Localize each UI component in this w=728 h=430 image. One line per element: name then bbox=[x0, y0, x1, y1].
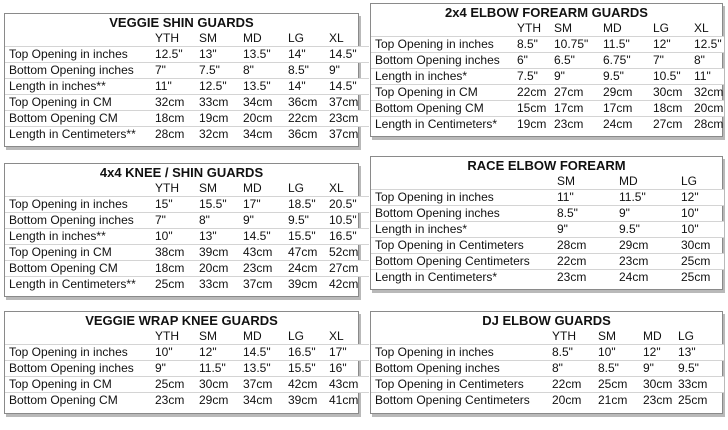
size-value-cell: 13.5" bbox=[243, 361, 288, 377]
size-value-cell: 11.5" bbox=[603, 37, 653, 53]
size-value-cell: 32cm bbox=[199, 127, 243, 143]
row-label: Top Opening in inches bbox=[5, 345, 155, 361]
table-row bbox=[371, 393, 724, 409]
size-value-cell: 11.5" bbox=[199, 361, 243, 377]
size-value-cell: 29cm bbox=[199, 393, 243, 409]
size-value-cell: 7" bbox=[653, 53, 694, 69]
table-row bbox=[371, 254, 724, 270]
size-value-cell: 37cm bbox=[243, 277, 288, 293]
row-label: Top Opening in inches bbox=[371, 37, 517, 53]
size-value-cell: 27cm bbox=[653, 117, 694, 133]
table-row bbox=[371, 85, 724, 101]
size-value-cell: 36cm bbox=[288, 127, 329, 143]
size-value-cell: 32cm bbox=[694, 85, 724, 99]
size-value-cell: 11" bbox=[557, 190, 619, 206]
size-value-cell: 14" bbox=[288, 47, 329, 63]
size-value-cell: 21cm bbox=[598, 393, 643, 409]
row-label: Bottom Opening Centimeters bbox=[371, 393, 552, 409]
size-value-cell: 17cm bbox=[603, 101, 653, 117]
table-row bbox=[5, 197, 369, 213]
row-label: Top Opening in CM bbox=[5, 245, 155, 261]
size-value-cell: 10.75" bbox=[554, 37, 603, 53]
size-value-cell: 8.5" bbox=[288, 63, 329, 79]
size-value-cell: 20cm bbox=[199, 261, 243, 277]
header-blank-cell bbox=[5, 329, 155, 345]
row-label: Bottom Opening CM bbox=[5, 393, 155, 409]
size-value-cell: 34cm bbox=[243, 95, 288, 111]
table-row bbox=[371, 69, 724, 85]
size-value-cell: 10" bbox=[155, 229, 199, 245]
header-blank-cell bbox=[371, 329, 552, 345]
size-value-cell: 29cm bbox=[603, 85, 653, 101]
size-value-cell: 37cm bbox=[329, 127, 369, 143]
size-value-cell: 12" bbox=[199, 345, 243, 361]
size-value-cell: 30cm bbox=[653, 85, 694, 101]
table-row bbox=[371, 270, 724, 286]
table-row bbox=[5, 127, 369, 143]
size-value-cell: 23cm bbox=[643, 393, 678, 409]
size-value-cell: 33cm bbox=[199, 277, 243, 293]
size-value-cell: 13.5" bbox=[243, 47, 288, 63]
row-label: Bottom Opening CM bbox=[5, 111, 155, 127]
size-table bbox=[5, 31, 369, 143]
size-value-cell: 24cm bbox=[619, 270, 681, 286]
table-row bbox=[5, 95, 369, 111]
row-label: Top Opening in inches bbox=[371, 345, 552, 361]
size-value-cell: 7.5" bbox=[199, 63, 243, 79]
size-value-cell: 11" bbox=[155, 79, 199, 95]
table-row bbox=[5, 277, 369, 293]
table-row bbox=[371, 117, 724, 133]
size-value-cell: 22cm bbox=[517, 85, 554, 101]
size-value-cell: 20cm bbox=[552, 393, 598, 409]
size-value-cell: 7.5" bbox=[517, 69, 554, 85]
header-row bbox=[5, 31, 369, 47]
size-value-cell: 12" bbox=[681, 190, 724, 206]
size-value-cell: 23cm bbox=[619, 254, 681, 270]
table-row bbox=[371, 361, 724, 377]
table-row bbox=[371, 190, 724, 206]
row-label: Bottom Opening inches bbox=[5, 361, 155, 377]
elbow-forearm-guards-panel bbox=[370, 3, 723, 137]
column-header-xl: XL bbox=[329, 181, 344, 195]
size-value-cell: 12" bbox=[643, 345, 678, 361]
column-header-sm: SM bbox=[199, 329, 217, 343]
size-value-cell: 42cm bbox=[288, 377, 329, 393]
size-value-cell: 24cm bbox=[288, 261, 329, 277]
column-header-yth: YTH bbox=[155, 181, 179, 195]
size-value-cell: 20cm bbox=[694, 101, 724, 115]
size-value-cell: 10" bbox=[598, 345, 643, 361]
row-label: Length in Centimeters** bbox=[5, 277, 155, 293]
column-header-xl: XL bbox=[329, 329, 344, 343]
size-value-cell: 43cm bbox=[243, 245, 288, 261]
size-value-cell: 13" bbox=[678, 345, 724, 361]
size-value-cell: 15.5" bbox=[199, 197, 243, 213]
size-value-cell: 37cm bbox=[243, 377, 288, 393]
size-value-cell: 39cm bbox=[288, 393, 329, 409]
size-value-cell: 27cm bbox=[329, 261, 369, 277]
row-label: Top Opening in CM bbox=[5, 95, 155, 111]
size-value-cell: 6.75" bbox=[603, 53, 653, 69]
table-row bbox=[371, 238, 724, 254]
table-title: 2x4 ELBOW FOREARM GUARDS bbox=[445, 5, 648, 20]
size-value-cell: 25cm bbox=[678, 393, 724, 409]
size-value-cell: 39cm bbox=[288, 277, 329, 293]
column-header-md: MD bbox=[643, 329, 662, 343]
size-table bbox=[371, 329, 724, 409]
header-row bbox=[5, 329, 369, 345]
size-value-cell: 32cm bbox=[155, 95, 199, 111]
row-label: Top Opening in inches bbox=[5, 197, 155, 213]
size-value-cell: 12.5" bbox=[199, 79, 243, 95]
size-value-cell: 25cm bbox=[155, 277, 199, 293]
header-row bbox=[371, 174, 724, 190]
table-row bbox=[5, 111, 369, 127]
size-value-cell: 33cm bbox=[199, 95, 243, 111]
table-row bbox=[5, 79, 369, 95]
size-value-cell: 11.5" bbox=[619, 190, 681, 206]
size-value-cell: 10.5" bbox=[329, 213, 369, 229]
size-value-cell: 13" bbox=[199, 47, 243, 63]
knee-shin-guards-panel bbox=[4, 163, 359, 297]
row-label: Bottom Opening Centimeters bbox=[371, 254, 557, 270]
table-row bbox=[371, 206, 724, 222]
table-row bbox=[5, 361, 369, 377]
size-value-cell: 28cm bbox=[155, 127, 199, 143]
size-value-cell: 8" bbox=[552, 361, 598, 377]
size-table bbox=[371, 174, 724, 286]
size-value-cell: 47cm bbox=[288, 245, 329, 261]
size-value-cell: 23cm bbox=[155, 393, 199, 409]
size-value-cell: 43cm bbox=[329, 377, 369, 393]
row-label: Length in inches* bbox=[371, 69, 517, 85]
size-value-cell: 28cm bbox=[694, 117, 724, 132]
table-row bbox=[5, 213, 369, 229]
row-label: Bottom Opening CM bbox=[371, 101, 517, 117]
size-value-cell: 9.5" bbox=[603, 69, 653, 85]
size-value-cell: 23cm bbox=[329, 111, 369, 127]
size-value-cell: 38cm bbox=[155, 245, 199, 261]
table-row bbox=[5, 63, 369, 79]
table-row bbox=[371, 53, 724, 69]
size-value-cell: 6.5" bbox=[554, 53, 603, 69]
size-value-cell: 9.5" bbox=[678, 361, 724, 377]
column-header-yth: YTH bbox=[517, 21, 541, 35]
size-table bbox=[371, 21, 724, 133]
size-value-cell: 10" bbox=[155, 345, 199, 361]
table-title: RACE ELBOW FOREARM bbox=[467, 158, 626, 173]
size-value-cell: 18cm bbox=[155, 261, 199, 277]
size-value-cell: 9.5" bbox=[619, 222, 681, 238]
row-label: Length in Centimeters* bbox=[371, 270, 557, 286]
column-header-yth: YTH bbox=[155, 31, 179, 45]
table-row bbox=[371, 37, 724, 53]
size-value-cell: 39cm bbox=[199, 245, 243, 261]
size-value-cell: 9" bbox=[554, 69, 603, 85]
size-value-cell: 23cm bbox=[243, 261, 288, 277]
table-row bbox=[5, 245, 369, 261]
column-header-md: MD bbox=[243, 329, 262, 343]
table-row bbox=[5, 393, 369, 409]
size-value-cell: 33cm bbox=[678, 377, 724, 393]
row-label: Bottom Opening inches bbox=[5, 213, 155, 229]
size-value-cell: 14.5" bbox=[329, 47, 369, 63]
table-title: VEGGIE SHIN GUARDS bbox=[109, 15, 254, 30]
size-value-cell: 16" bbox=[329, 361, 369, 377]
row-label: Bottom Opening inches bbox=[371, 53, 517, 69]
size-value-cell: 7" bbox=[155, 63, 199, 79]
size-value-cell: 17cm bbox=[554, 101, 603, 117]
table-row bbox=[5, 377, 369, 393]
row-label: Top Opening in inches bbox=[5, 47, 155, 63]
column-header-xl: XL bbox=[329, 31, 344, 45]
column-header-xl: XL bbox=[694, 21, 709, 35]
header-row bbox=[5, 181, 369, 197]
size-value-cell: 42cm bbox=[329, 277, 369, 293]
size-value-cell: 9" bbox=[619, 206, 681, 222]
size-value-cell: 13" bbox=[199, 229, 243, 245]
row-label: Top Opening in inches bbox=[371, 190, 557, 206]
row-label: Top Opening in CM bbox=[5, 377, 155, 393]
column-header-lg: LG bbox=[288, 181, 305, 195]
column-header-yth: YTH bbox=[155, 329, 179, 343]
size-value-cell: 14" bbox=[288, 79, 329, 95]
size-value-cell: 52cm bbox=[329, 245, 369, 261]
row-label: Bottom Opening inches bbox=[371, 206, 557, 222]
header-blank-cell bbox=[5, 31, 155, 47]
size-value-cell: 14.5" bbox=[243, 229, 288, 245]
header-row bbox=[371, 21, 724, 37]
size-value-cell: 15.5" bbox=[288, 229, 329, 245]
size-value-cell: 8" bbox=[199, 213, 243, 229]
size-value-cell: 15cm bbox=[517, 101, 554, 117]
size-value-cell: 12.5" bbox=[694, 37, 724, 53]
table-row bbox=[371, 101, 724, 117]
header-row bbox=[371, 329, 724, 345]
size-value-cell: 20.5" bbox=[329, 197, 369, 213]
size-value-cell: 18cm bbox=[653, 101, 694, 117]
row-label: Length in Centimeters* bbox=[371, 117, 517, 133]
column-header-sm: SM bbox=[554, 21, 572, 35]
column-header-sm: SM bbox=[199, 181, 217, 195]
row-label: Length in Centimeters** bbox=[5, 127, 155, 143]
size-value-cell: 10" bbox=[681, 222, 724, 238]
size-value-cell: 10.5" bbox=[653, 69, 694, 85]
size-value-cell: 22cm bbox=[557, 254, 619, 270]
size-value-cell: 23cm bbox=[554, 117, 603, 133]
column-header-md: MD bbox=[243, 181, 262, 195]
size-value-cell: 20cm bbox=[243, 111, 288, 127]
column-header-md: MD bbox=[603, 21, 622, 35]
header-blank-cell bbox=[5, 181, 155, 197]
size-value-cell: 18cm bbox=[155, 111, 199, 127]
row-label: Length in inches** bbox=[5, 229, 155, 245]
size-value-cell: 17" bbox=[329, 345, 369, 361]
size-value-cell: 30cm bbox=[643, 377, 678, 393]
size-value-cell: 10" bbox=[681, 206, 724, 222]
column-header-lg: LG bbox=[288, 329, 305, 343]
size-value-cell: 8" bbox=[694, 53, 724, 69]
size-value-cell: 15" bbox=[155, 197, 199, 213]
column-header-yth: YTH bbox=[552, 329, 576, 343]
size-value-cell: 9.5" bbox=[288, 213, 329, 229]
race-elbow-forearm-panel bbox=[370, 156, 723, 290]
size-value-cell: 17" bbox=[243, 197, 288, 213]
size-value-cell: 25cm bbox=[598, 377, 643, 393]
size-value-cell: 6" bbox=[517, 53, 554, 69]
size-value-cell: 27cm bbox=[554, 85, 603, 101]
row-label: Top Opening in CM bbox=[371, 85, 517, 101]
size-value-cell: 12.5" bbox=[155, 47, 199, 63]
table-row bbox=[5, 345, 369, 361]
veggie-wrap-knee-guards-panel bbox=[4, 311, 359, 414]
column-header-lg: LG bbox=[288, 31, 305, 45]
table-row bbox=[5, 229, 369, 245]
size-value-cell: 8.5" bbox=[598, 361, 643, 377]
size-table bbox=[5, 181, 369, 293]
column-header-lg: LG bbox=[653, 21, 670, 35]
size-value-cell: 15.5" bbox=[288, 361, 329, 377]
size-value-cell: 13.5" bbox=[243, 79, 288, 95]
row-label: Length in inches* bbox=[371, 222, 557, 238]
size-value-cell: 25cm bbox=[155, 377, 199, 393]
size-value-cell: 18.5" bbox=[288, 197, 329, 213]
size-value-cell: 11" bbox=[694, 69, 724, 85]
row-label: Length in inches** bbox=[5, 79, 155, 95]
size-value-cell: 9" bbox=[557, 222, 619, 238]
column-header-lg: LG bbox=[681, 174, 698, 188]
size-table bbox=[5, 329, 369, 409]
size-value-cell: 30cm bbox=[681, 238, 724, 254]
column-header-md: MD bbox=[619, 174, 638, 188]
row-label: Bottom Opening inches bbox=[371, 361, 552, 377]
header-blank-cell bbox=[371, 174, 557, 190]
size-value-cell: 8.5" bbox=[557, 206, 619, 222]
size-value-cell: 29cm bbox=[619, 238, 681, 254]
table-title: 4x4 KNEE / SHIN GUARDS bbox=[99, 165, 264, 180]
size-value-cell: 28cm bbox=[557, 238, 619, 254]
header-blank-cell bbox=[371, 21, 517, 37]
size-value-cell: 37cm bbox=[329, 95, 369, 111]
size-value-cell: 16.5" bbox=[329, 229, 369, 245]
size-value-cell: 7" bbox=[155, 213, 199, 229]
column-header-md: MD bbox=[243, 31, 262, 45]
table-row bbox=[5, 261, 369, 277]
column-header-sm: SM bbox=[598, 329, 616, 343]
row-label: Top Opening in Centimeters bbox=[371, 377, 552, 393]
row-label: Bottom Opening CM bbox=[5, 261, 155, 277]
size-value-cell: 14.5" bbox=[329, 79, 369, 95]
size-value-cell: 41cm bbox=[329, 393, 369, 409]
veggie-shin-guards-panel bbox=[4, 13, 359, 147]
size-value-cell: 22cm bbox=[552, 377, 598, 393]
size-value-cell: 25cm bbox=[681, 254, 724, 270]
size-value-cell: 12" bbox=[653, 37, 694, 53]
table-title: VEGGIE WRAP KNEE GUARDS bbox=[85, 313, 278, 328]
column-header-sm: SM bbox=[557, 174, 575, 188]
size-value-cell: 8" bbox=[243, 63, 288, 79]
size-value-cell: 19cm bbox=[517, 117, 554, 133]
table-row bbox=[5, 47, 369, 63]
size-value-cell: 8.5" bbox=[517, 37, 554, 53]
size-value-cell: 36cm bbox=[288, 95, 329, 111]
row-label: Top Opening in Centimeters bbox=[371, 238, 557, 254]
table-title: DJ ELBOW GUARDS bbox=[482, 313, 611, 328]
size-value-cell: 24cm bbox=[603, 117, 653, 133]
size-value-cell: 14.5" bbox=[243, 345, 288, 361]
size-value-cell: 19cm bbox=[199, 111, 243, 127]
row-label: Bottom Opening inches bbox=[5, 63, 155, 79]
size-value-cell: 25cm bbox=[681, 270, 724, 286]
size-value-cell: 9" bbox=[329, 63, 369, 79]
size-value-cell: 8.5" bbox=[552, 345, 598, 361]
size-value-cell: 30cm bbox=[199, 377, 243, 393]
table-row bbox=[371, 377, 724, 393]
column-header-sm: SM bbox=[199, 31, 217, 45]
size-value-cell: 23cm bbox=[557, 270, 619, 286]
size-value-cell: 34cm bbox=[243, 393, 288, 409]
size-value-cell: 34cm bbox=[243, 127, 288, 143]
column-header-lg: LG bbox=[678, 329, 695, 343]
table-row bbox=[371, 222, 724, 238]
dj-elbow-guards-panel bbox=[370, 311, 723, 414]
size-value-cell: 16.5" bbox=[288, 345, 329, 361]
size-value-cell: 9" bbox=[643, 361, 678, 377]
table-row bbox=[371, 345, 724, 361]
size-value-cell: 22cm bbox=[288, 111, 329, 127]
size-value-cell: 9" bbox=[243, 213, 288, 229]
size-value-cell: 9" bbox=[155, 361, 199, 377]
